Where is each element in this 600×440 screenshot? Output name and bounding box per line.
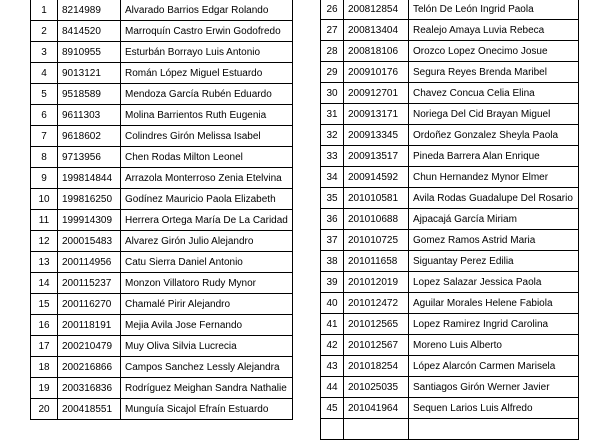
- student-name: Catu Sierra Daniel Antonio: [121, 252, 293, 273]
- row-number: 12: [31, 231, 58, 252]
- student-id: 9518589: [58, 84, 121, 105]
- table-row: [31, 252, 293, 273]
- student-id: 200115237: [58, 273, 121, 294]
- student-name: Godínez Mauricio Paola Elizabeth: [121, 189, 293, 210]
- table-row: [31, 147, 293, 168]
- student-id: 201010688: [344, 209, 409, 230]
- row-number: 33: [321, 146, 344, 167]
- table-row: [321, 20, 579, 41]
- row-number: 11: [31, 210, 58, 231]
- student-id: 200914592: [344, 167, 409, 188]
- table-row: [321, 356, 579, 377]
- row-number: 38: [321, 251, 344, 272]
- table-row: [321, 41, 579, 62]
- student-id: 8910955: [58, 42, 121, 63]
- table-row: [31, 105, 293, 126]
- student-id: 200813404: [344, 20, 409, 41]
- student-id: 200015483: [58, 231, 121, 252]
- table-row: [321, 146, 579, 167]
- student-id: 201041964: [344, 398, 409, 419]
- student-name: Molina Barrientos Ruth Eugenia: [121, 105, 293, 126]
- row-number: 10: [31, 189, 58, 210]
- student-id: 200913517: [344, 146, 409, 167]
- student-name: Alvarado Barrios Edgar Rolando: [121, 0, 293, 21]
- student-name: Lopez Ramirez Ingrid Carolina: [409, 314, 579, 335]
- table-row: [321, 314, 579, 335]
- row-number: 7: [31, 126, 58, 147]
- student-id: 200910176: [344, 62, 409, 83]
- row-number: 9: [31, 168, 58, 189]
- student-id: 9713956: [58, 147, 121, 168]
- table-row: [31, 21, 293, 42]
- student-id: 201012472: [344, 293, 409, 314]
- table-row: [321, 419, 579, 440]
- student-name: López Alarcón Carmen Marisela: [409, 356, 579, 377]
- table-row: [321, 104, 579, 125]
- table-row: [321, 230, 579, 251]
- student-name: Alvarez Girón Julio Alejandro: [121, 231, 293, 252]
- student-name: Santiagos Girón Werner Javier: [409, 377, 579, 398]
- table-row: [321, 0, 579, 20]
- student-id: 200418551: [58, 399, 121, 420]
- student-name: Chun Hernandez Mynor Elmer: [409, 167, 579, 188]
- student-id: 9611303: [58, 105, 121, 126]
- student-name: Ordoñez Gonzalez Sheyla Paola: [409, 125, 579, 146]
- row-number: 13: [31, 252, 58, 273]
- student-name: Noriega Del Cid Brayan Miguel: [409, 104, 579, 125]
- table-row: [321, 167, 579, 188]
- student-name: Avila Rodas Guadalupe Del Rosario: [409, 188, 579, 209]
- row-number: 34: [321, 167, 344, 188]
- row-number: 15: [31, 294, 58, 315]
- student-id: 200913171: [344, 104, 409, 125]
- student-name: Gomez Ramos Astrid Maria: [409, 230, 579, 251]
- student-name: Chavez Concua Celia Elina: [409, 83, 579, 104]
- student-name: Mendoza García Rubén Eduardo: [121, 84, 293, 105]
- student-name: Monzon Villatoro Rudy Mynor: [121, 273, 293, 294]
- student-id: 9618602: [58, 126, 121, 147]
- row-number: 16: [31, 315, 58, 336]
- table-row: [321, 335, 579, 356]
- student-name: Pineda Barrera Alan Enrique: [409, 146, 579, 167]
- row-number: 19: [31, 378, 58, 399]
- student-id: 200116270: [58, 294, 121, 315]
- table-row: [321, 188, 579, 209]
- row-number: 40: [321, 293, 344, 314]
- student-name: Esturbán Borrayo Luis Antonio: [121, 42, 293, 63]
- student-name: Chen Rodas Milton Leonel: [121, 147, 293, 168]
- student-name: Marroquín Castro Erwin Godofredo: [121, 21, 293, 42]
- student-name: Muy Oliva Silvia Lucrecia: [121, 336, 293, 357]
- student-id: 199914309: [58, 210, 121, 231]
- table-row: [31, 231, 293, 252]
- row-number: 31: [321, 104, 344, 125]
- row-number: 35: [321, 188, 344, 209]
- row-number: 30: [321, 83, 344, 104]
- table-row: [31, 294, 293, 315]
- row-number: 17: [31, 336, 58, 357]
- student-id: 201012567: [344, 335, 409, 356]
- student-name: [409, 419, 579, 440]
- student-id: 200118191: [58, 315, 121, 336]
- student-name: Rodríguez Meighan Sandra Nathalie: [121, 378, 293, 399]
- row-number: 41: [321, 314, 344, 335]
- table-row: [31, 84, 293, 105]
- student-id: 199816250: [58, 189, 121, 210]
- student-name: Colindres Girón Melissa Isabel: [121, 126, 293, 147]
- student-name: Realejo Amaya Luvia Rebeca: [409, 20, 579, 41]
- student-name: Ajpacajá García Miriam: [409, 209, 579, 230]
- student-id: 201010725: [344, 230, 409, 251]
- table-row: [31, 357, 293, 378]
- student-name: Herrera Ortega María De La Caridad: [121, 210, 293, 231]
- row-number: 1: [31, 0, 58, 21]
- row-number: 42: [321, 335, 344, 356]
- row-number: 28: [321, 41, 344, 62]
- student-id: 200114956: [58, 252, 121, 273]
- student-id: 200812854: [344, 0, 409, 20]
- row-number: 29: [321, 62, 344, 83]
- student-list-left: [30, 0, 293, 420]
- table-row: [31, 0, 293, 21]
- student-id: [344, 419, 409, 440]
- table-row: [31, 336, 293, 357]
- row-number: 36: [321, 209, 344, 230]
- student-name: Mejia Avila Jose Fernando: [121, 315, 293, 336]
- student-name: Sequen Larios Luis Alfredo: [409, 398, 579, 419]
- row-number: 18: [31, 357, 58, 378]
- row-number: 39: [321, 272, 344, 293]
- student-id: 201011658: [344, 251, 409, 272]
- table-row: [321, 272, 579, 293]
- row-number: 8: [31, 147, 58, 168]
- table-row: [321, 209, 579, 230]
- student-id: 201025035: [344, 377, 409, 398]
- table-row: [31, 189, 293, 210]
- student-id: 201010581: [344, 188, 409, 209]
- row-number: 14: [31, 273, 58, 294]
- table-row: [31, 273, 293, 294]
- row-number: 26: [321, 0, 344, 20]
- row-number: 37: [321, 230, 344, 251]
- student-name: Román López Miguel Estuardo: [121, 63, 293, 84]
- student-id: 199814844: [58, 168, 121, 189]
- student-id: 201012019: [344, 272, 409, 293]
- table-row: [31, 378, 293, 399]
- student-name: Segura Reyes Brenda Maribel: [409, 62, 579, 83]
- row-number: 5: [31, 84, 58, 105]
- student-list-right: [320, 0, 579, 440]
- student-id: 200818106: [344, 41, 409, 62]
- row-number: 2: [31, 21, 58, 42]
- table-row: [31, 399, 293, 420]
- row-number: 43: [321, 356, 344, 377]
- table-row: [321, 125, 579, 146]
- table-row: [321, 398, 579, 419]
- table-row: [321, 251, 579, 272]
- row-number: 27: [321, 20, 344, 41]
- student-name: Aguilar Morales Helene Fabiola: [409, 293, 579, 314]
- table-row: [321, 293, 579, 314]
- student-id: 200210479: [58, 336, 121, 357]
- row-number: 3: [31, 42, 58, 63]
- row-number: 32: [321, 125, 344, 146]
- table-row: [321, 377, 579, 398]
- student-id: 8414520: [58, 21, 121, 42]
- student-name: Arrazola Monterroso Zenia Etelvina: [121, 168, 293, 189]
- student-id: 201018254: [344, 356, 409, 377]
- row-number: 4: [31, 63, 58, 84]
- table-row: [31, 315, 293, 336]
- student-id: 9013121: [58, 63, 121, 84]
- table-row: [31, 210, 293, 231]
- row-number: 6: [31, 105, 58, 126]
- student-name: Chamalé Pirir Alejandro: [121, 294, 293, 315]
- table-row: [31, 42, 293, 63]
- student-name: Lopez Salazar Jessica Paola: [409, 272, 579, 293]
- table-row: [321, 62, 579, 83]
- row-number: [321, 419, 344, 440]
- student-name: Siguantay Perez Edilia: [409, 251, 579, 272]
- student-name: Moreno Luis Alberto: [409, 335, 579, 356]
- row-number: 45: [321, 398, 344, 419]
- row-number: 20: [31, 399, 58, 420]
- table-row: [31, 63, 293, 84]
- student-name: Orozco Lopez Onecimo Josue: [409, 41, 579, 62]
- student-name: Campos Sanchez Lessly Alejandra: [121, 357, 293, 378]
- table-row: [321, 83, 579, 104]
- student-id: 200913345: [344, 125, 409, 146]
- student-id: 200216866: [58, 357, 121, 378]
- student-id: 201012565: [344, 314, 409, 335]
- student-name: Telón De León Ingrid Paola: [409, 0, 579, 20]
- row-number: 44: [321, 377, 344, 398]
- student-id: 200316836: [58, 378, 121, 399]
- student-name: Munguía Sicajol Efraín Estuardo: [121, 399, 293, 420]
- student-id: 200912701: [344, 83, 409, 104]
- table-row: [31, 168, 293, 189]
- student-id: 8214989: [58, 0, 121, 21]
- table-row: [31, 126, 293, 147]
